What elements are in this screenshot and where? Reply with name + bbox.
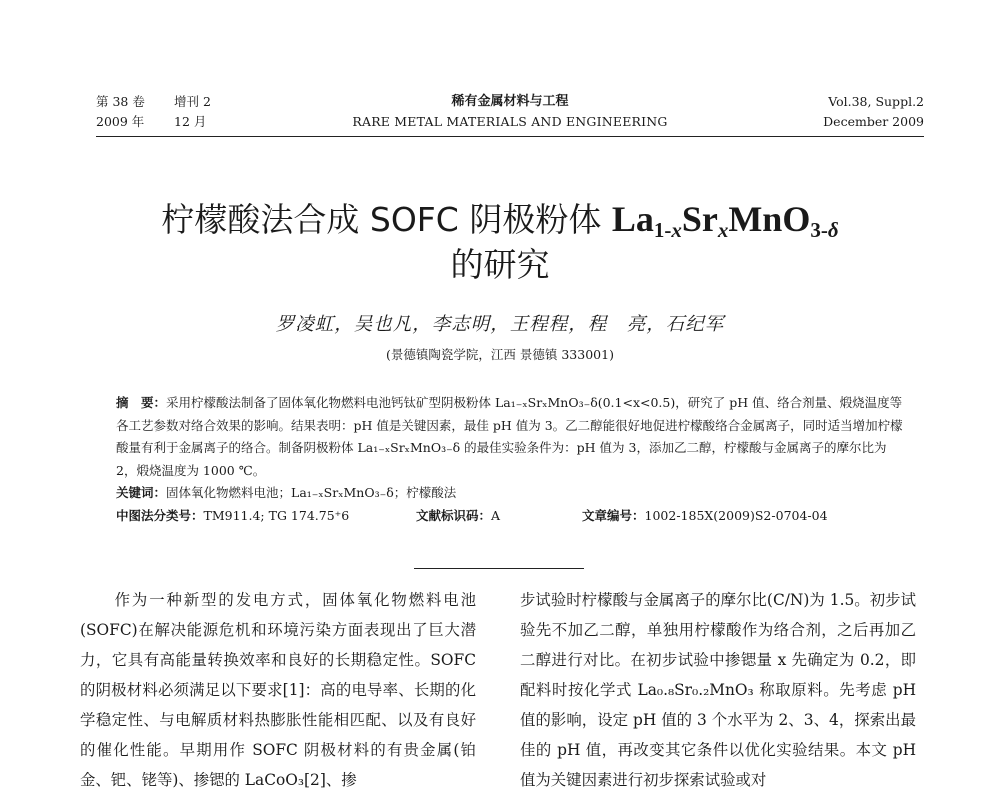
keywords-line bbox=[116, 482, 906, 505]
author-list: 罗凌虹，吴也凡，李志明，王程程，程 亮，石纪军 bbox=[275, 314, 725, 335]
abstract-text: 采用柠檬酸法制备了固体氧化物燃料电池钙钛矿型阴极粉体 La₁₋ₓSrₓMnO₃₋δ(0.1<x<0.5)，研究了 pH 值、络合剂量、煅烧温度等各工艺参数对络合效果的影响。结果表明：pH 值是关键因素，最佳 pH 值为 3。乙二醇能很好地促进柠檬酸络合金属离子，同时适当增加柠檬酸量有利于金属离子的络合。制备阴极粉体 La₁₋ₓSrₓMnO₃₋δ 的最佳实验条件为：pH 值为 3，添加乙二醇，柠檬酸与金属离子的摩尔比为 2，煅烧温度为 1000 ℃。 bbox=[116, 395, 903, 478]
article-no-label: 文章编号： bbox=[582, 507, 645, 523]
body-paragraph-right: 步试验时柠檬酸与金属离子的摩尔比(C/N)为 1.5。初步试验先不加乙二醇，单独用柠檬酸作为络合剂，之后再加乙二醇进行对比。在初步试验中掺锶量 x 先确定为 0.2，即配料时按化学式 La₀.₈Sr₀.₂MnO₃ 称取原料。先考虑 pH 值的影响，设定 pH 值的 3 个水平为 2、3、4，探索出最佳的 pH 值，再改变其它条件以优化实验结果。本文 pH 值为关键因素进行初步探索试验或对 bbox=[520, 591, 916, 789]
running-header bbox=[96, 92, 924, 136]
section-divider bbox=[414, 568, 584, 569]
affiliation: (景德镇陶瓷学院，江西 景德镇 333001) bbox=[386, 347, 614, 362]
article-no-value: 1002-185X(2009)S2-0704-04 bbox=[644, 507, 828, 523]
title-formula: $La_{1-x}Sr_xMnO_{3-\delta}$ bbox=[611, 199, 839, 242]
body-paragraph-left: 作为一种新型的发电方式，固体氧化物燃料电池(SOFC)在解决能源危机和环境污染方面表现出了巨大潜力，它具有高能量转换效率和良好的长期稳定性。SOFC 的阴极材料必须满足以下要求[1]：高的电导率、长期的化学稳定性、与电解质材料热膨胀性能相匹配、以及有良好的催化性能。早期用作 SOFC 阴极材料的有贵金属(铂金、钯、铑等)、掺锶的 LaCoO₃[2]、掺 bbox=[80, 591, 476, 789]
abstract-label: 摘 要： bbox=[116, 395, 167, 410]
volume-label: 第 38 卷 bbox=[96, 94, 145, 109]
title-prefix: 柠檬酸法合成 SOFC 阴极粉体 bbox=[161, 200, 612, 239]
journal-name bbox=[96, 92, 924, 132]
journal-name-cn: 稀有金属材料与工程 bbox=[451, 94, 569, 109]
abstract-paragraph bbox=[116, 392, 906, 482]
volume-date-en bbox=[823, 92, 924, 132]
doc-code-value: A bbox=[491, 507, 501, 523]
clc-label: 中图法分类号： bbox=[116, 507, 204, 523]
date-en: December 2009 bbox=[823, 114, 924, 129]
paper-title-line2: 的研究 bbox=[450, 245, 550, 284]
clc-value: TM911.4; TG 174.75⁺6 bbox=[203, 507, 350, 523]
classification-line bbox=[116, 505, 906, 528]
abstract-block bbox=[116, 392, 906, 527]
keywords-label: 关键词： bbox=[116, 485, 167, 500]
body-column-left bbox=[80, 585, 476, 795]
year-label: 2009 年 bbox=[96, 114, 145, 129]
doc-code-label: 文献标识码： bbox=[416, 507, 492, 523]
issue-label: 增刊 2 bbox=[174, 94, 211, 109]
body-column-right bbox=[520, 585, 916, 795]
volume-en: Vol.38, Suppl.2 bbox=[828, 94, 924, 109]
journal-name-en: RARE METAL MATERIALS AND ENGINEERING bbox=[352, 114, 668, 129]
month-label: 12 月 bbox=[174, 114, 207, 129]
keywords-text: 固体氧化物燃料电池；La₁₋ₓSrₓMnO₃₋δ；柠檬酸法 bbox=[166, 485, 457, 500]
header-rule bbox=[96, 136, 924, 137]
